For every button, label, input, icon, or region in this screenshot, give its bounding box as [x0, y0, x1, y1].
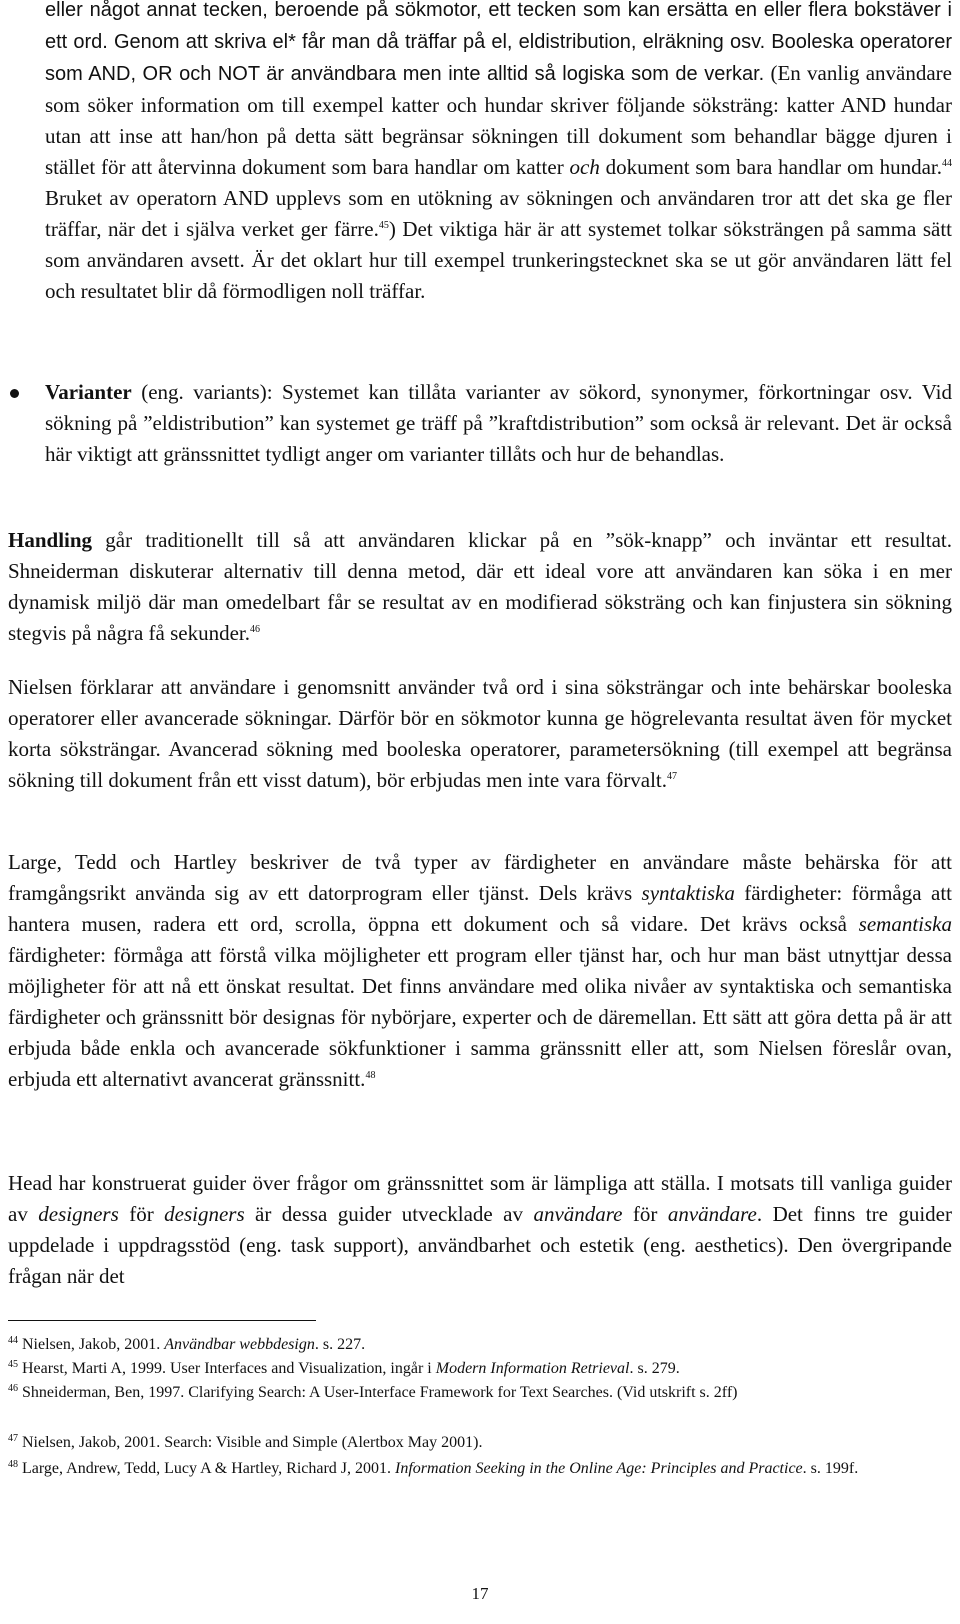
paragraph-text: ) Det viktiga här är att systemet tolkar söksträngen på samma sätt som användaren avsett. Är det oklart hur till exempel trunkeringstecknet ska se ut gör användaren lätt fel och resultatet blir då förmodligen noll träffar. — [45, 217, 953, 303]
footnote-number: 46 — [8, 1383, 18, 1394]
paragraph-text: är dessa guider utvecklade av — [244, 1202, 534, 1226]
emphasis-och: och — [569, 155, 600, 179]
paragraph-large-tedd-hartley — [8, 847, 952, 1095]
footnote-text: Shneiderman, Ben, 1997. Clarifying Search: A User-Interface Framework for Text Searches. (Vid utskrift s. 2ff) — [18, 1384, 738, 1401]
paragraph-text: . Det finns tre guider uppdelade i uppdragsstöd (eng. task support), användbarhet och estetik (eng. aesthetics). Den övergripande frågan när det — [8, 1202, 952, 1288]
emphasis-anvandare: användare — [533, 1202, 623, 1226]
paragraph-nielsen — [8, 672, 952, 796]
paragraph-head-guides — [8, 1168, 952, 1292]
page-number: 17 — [471, 1584, 489, 1603]
footnote-divider — [8, 1320, 316, 1321]
paragraph-text: (En vanlig användare som söker information om till exempel katter och hundar skriver följande söksträng: katter AND hundar utan att inse att han/hon på detta sätt begränsar sökningen till dokument som behandlar bägge djuren i stället för att återvinna dokument som bara handlar om katter — [45, 61, 952, 179]
paragraph-text: Head har konstruerat guider över frågor om gränssnittet som är lämpliga att ställa. I motsats till vanliga guider av — [8, 1171, 952, 1226]
paragraph-text: Nielsen förklarar att användare i genomsnitt använder två ord i sina söksträngar och inte behärskar booleska operatorer eller avancerade sökningar. Därför bör en sökmotor kunna ge högrelevanta resultat även för mycket korta söksträngar. Avancerad sökning med booleska operatorer, parametersökning (till exempel att begränsa sökning till dokument från ett visst datum), bör erbjudas men inte vara förvalt. — [8, 675, 952, 792]
footnote-text: . s. 199f. — [802, 1460, 859, 1477]
paragraph-text: för — [118, 1202, 165, 1226]
emphasis-designers: designers — [164, 1202, 245, 1226]
paragraph-text: färdigheter: förmåga att hantera musen, radera ett ord, scrolla, öppna ett dokument och så vidare. Det krävs också — [8, 881, 952, 936]
footnote-48 — [8, 1457, 952, 1480]
emphasis-semantiska: semantiska — [858, 912, 952, 936]
footnote-text: Hearst, Marti A, 1999. User Interfaces and Visualization, ingår i — [18, 1360, 436, 1377]
footnote-title: Information Seeking in the Online Age: Principles and Practice — [395, 1460, 803, 1477]
paragraph-boolean-operators — [45, 0, 952, 307]
paragraph-text: dokument som bara handlar om hundar. — [599, 155, 942, 179]
bullet-item-varianter — [45, 377, 952, 470]
paragraph-text: Bruket av operatorn AND upplevs som en utökning av sökningen och användaren tror att det ska ge fler träffar, när det i själva verket ger färre. — [45, 186, 952, 241]
term-handling: Handling — [8, 528, 93, 552]
footnote-number: 48 — [8, 1459, 18, 1470]
footnote-text: . s. 227. — [314, 1336, 366, 1353]
bullet-icon — [10, 389, 19, 398]
footnote-ref-47[interactable]: 47 — [667, 771, 678, 782]
emphasis-designers: designers — [38, 1202, 119, 1226]
paragraph-text: (eng. variants): Systemet kan tillåta varianter av sökord, synonymer, förkortningar osv. Vid sökning på ”eldistribution” kan systemet ge träff på ”kraftdistribution” som också är relevant. Det är också här viktigt att gränssnittet tydligt anger om varianter tillåts och hur de behandlas. — [45, 380, 952, 466]
footnote-ref-45[interactable]: 45 — [378, 220, 389, 231]
sans-text: eller något annat tecken, beroende på sökmotor, ett tecken som kan ersätta en eller flera bokstäver i ett ord. Genom att skriva el* får man då träffar på el, eldistribution, elräkning osv. Booleska operatorer som AND, OR och NOT är användbara men inte alltid så logiska som de verkar. — [45, 0, 952, 85]
footnote-45 — [8, 1357, 952, 1380]
paragraph-text: för — [622, 1202, 668, 1226]
footnote-title: Modern Information Retrieval — [435, 1360, 630, 1377]
paragraph-text: Large, Tedd och Hartley beskriver de två typer av färdigheter en användare måste behärska för att framgångsrikt använda sig av ett datorprogram eller tjänst. Dels krävs — [8, 850, 952, 905]
footnote-ref-46[interactable]: 46 — [250, 624, 261, 635]
paragraph-text: går traditionellt till så att användaren klickar på en ”sök-knapp” och inväntar ett resultat. Shneiderman diskuterar alternativ till denna metod, där ett ideal vore att användaren kan söka i en mer dynamisk miljö där man omedelbart får se resultat av en modifierad söksträng och kan finjustera sin sökning stegvis på några få sekunder. — [8, 528, 952, 645]
footnote-number: 44 — [8, 1335, 18, 1346]
term-varianter: Varianter — [45, 380, 132, 404]
footnote-text: Large, Andrew, Tedd, Lucy A & Hartley, Richard J, 2001. — [18, 1460, 396, 1477]
emphasis-syntaktiska: syntaktiska — [641, 881, 735, 905]
footnote-text: Nielsen, Jakob, 2001. — [18, 1336, 165, 1353]
paragraph-handling — [8, 525, 952, 649]
footnote-number: 45 — [8, 1359, 18, 1370]
footnote-44 — [8, 1333, 952, 1356]
footnote-ref-44[interactable]: 44 — [942, 158, 952, 169]
footnote-ref-48[interactable]: 48 — [365, 1070, 376, 1081]
footnote-title: Användbar webbdesign — [164, 1336, 315, 1353]
paragraph-text: färdigheter: förmåga att förstå vilka möjligheter ett program eller tjänst har, och hur man bäst utnyttjar dessa möjligheter för att nå ett önskat resultat. Det finns användare med olika nivåer av syntaktiska och semantiska färdigheter och gränssnitt bör designas för nybörjare, experter och de däremellan. Ett sätt att göra detta på är att erbjuda både enkla och avancerade sökfunktioner i samma gränssnitt eller att, som Nielsen föreslår ovan, erbjuda ett alternativt avancerat gränssnitt. — [8, 943, 952, 1091]
footnote-text: Nielsen, Jakob, 2001. Search: Visible and Simple (Alertbox May 2001). — [18, 1434, 483, 1451]
footnote-number: 47 — [8, 1433, 18, 1444]
footnote-46 — [8, 1381, 952, 1404]
footnote-47 — [8, 1431, 952, 1454]
emphasis-anvandare: användare — [667, 1202, 757, 1226]
footnote-text: . s. 279. — [629, 1360, 680, 1377]
